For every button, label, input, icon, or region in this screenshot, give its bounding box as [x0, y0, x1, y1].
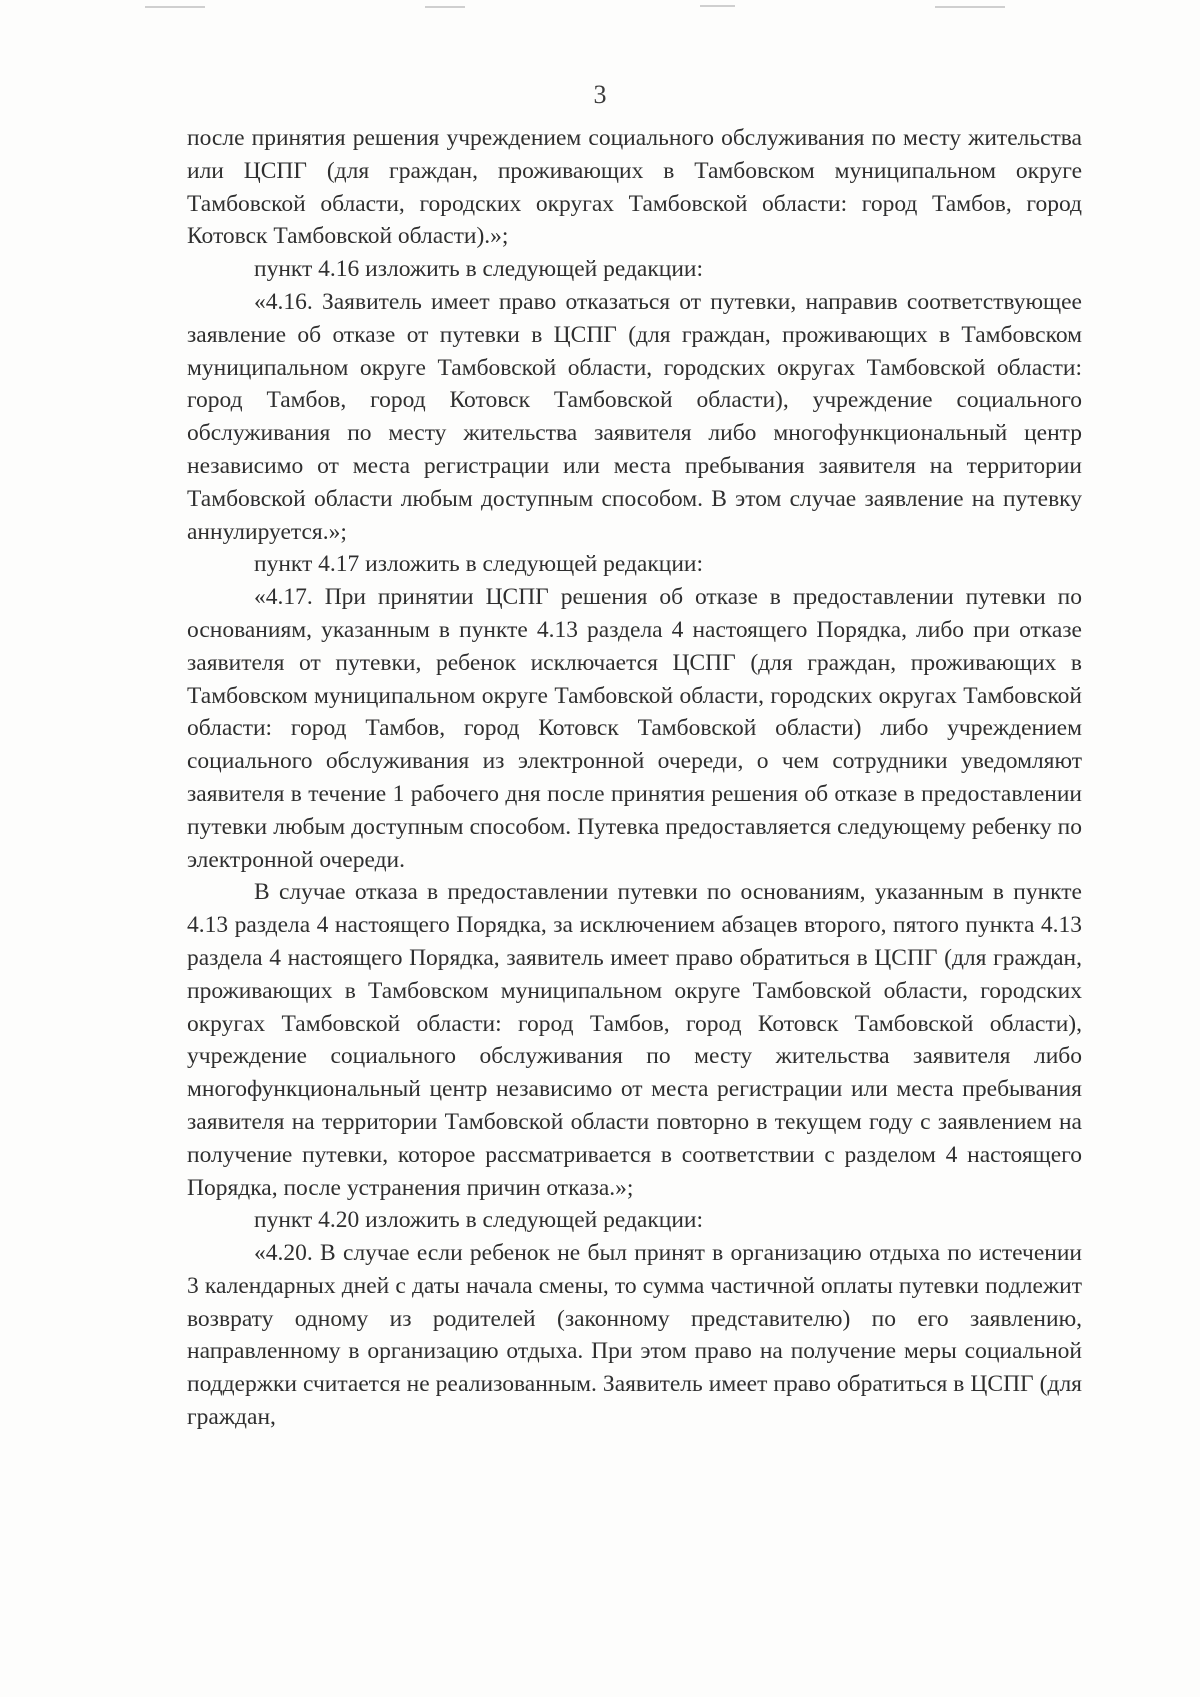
paragraph: пункт 4.20 изложить в следующей редакции:: [254, 1207, 704, 1234]
scan-artifact: [935, 6, 1005, 8]
paragraph: «4.17. При принятии ЦСПГ решения об отказе в предоставлении путевки по основаниям, указанным в пункте 4.13 раздела 4 настоящего Порядка, либо при отказе заявителя от путевки, ребенок исключается ЦСПГ (для граждан, проживающих в Тамбовском муниципальном округе Тамбовской области, городских округах Тамбовской области: город Тамбов, город Котовск Тамбовской области) либо учреждением социального обслуживания из электронной очереди, о чем сотрудники уведомляют заявителя в течение 1 рабочего дня после принятия решения об отказе в предоставлении путевки любым доступным способом. Путевка предоставляется следующему ребенку по электронной очереди.: [187, 584, 1082, 873]
paragraph: после принятия решения учреждением социального обслуживания по месту жительства или ЦСПГ (для граждан, проживающих в Тамбовском муниципальном округе Тамбовской области, городских округах Тамбовской области: город Тамбов, город Котовск Тамбовской области).»;: [187, 125, 1082, 250]
paragraph: «4.16. Заявитель имеет право отказаться от путевки, направив соответствующее заявление об отказе от путевки в ЦСПГ (для граждан, проживающих в Тамбовском муниципальном округе Тамбовской области, городских округах Тамбовской области: город Тамбов, город Котовск Тамбовской области), учреждение социального обслуживания по месту жительства заявителя либо многофункциональный центр независимо от места регистрации или места пребывания заявителя на территории Тамбовской области любым доступным способом. В этом случае заявление на путевку аннулируется.»;: [187, 288, 1082, 545]
scan-artifact: [425, 6, 465, 8]
scan-artifact: [145, 6, 205, 8]
document-body: [187, 122, 1082, 1434]
paragraph: пункт 4.17 изложить в следующей редакции:: [254, 551, 704, 578]
paragraph: В случае отказа в предоставлении путевки по основаниям, указанным в пункте 4.13 раздела 4 настоящего Порядка, за исключением абзацев второго, пятого пункта 4.13 раздела 4 настоящего Порядка, заявитель имеет право обратиться в ЦСПГ (для граждан, проживающих в Тамбовском муниципальном округе Тамбовской области, городских округах Тамбовской области: город Тамбов, город Котовск Тамбовской области), учреждение социального обслуживания по месту жительства заявителя либо многофункциональный центр независимо от места регистрации или места пребывания заявителя на территории Тамбовской области повторно в текущем году с заявлением на получение путевки, которое рассматривается в соответствии с разделом 4 настоящего Порядка, после устранения причин отказа.»;: [187, 879, 1082, 1201]
scan-artifact: [700, 5, 735, 7]
paragraph: «4.20. В случае если ребенок не был принят в организацию отдыха по истечении 3 календарных дней с даты начала смены, то сумма частичной оплаты путевки подлежит возврату одному из родителей (законному представителю) по его заявлению, направленному в организацию отдыха. При этом право на получение меры социальной поддержки считается не реализованным. Заявитель имеет право обратиться в ЦСПГ (для граждан,: [187, 1240, 1082, 1431]
paragraph: пункт 4.16 изложить в следующей редакции:: [254, 256, 704, 283]
page-number: 3: [593, 80, 607, 109]
